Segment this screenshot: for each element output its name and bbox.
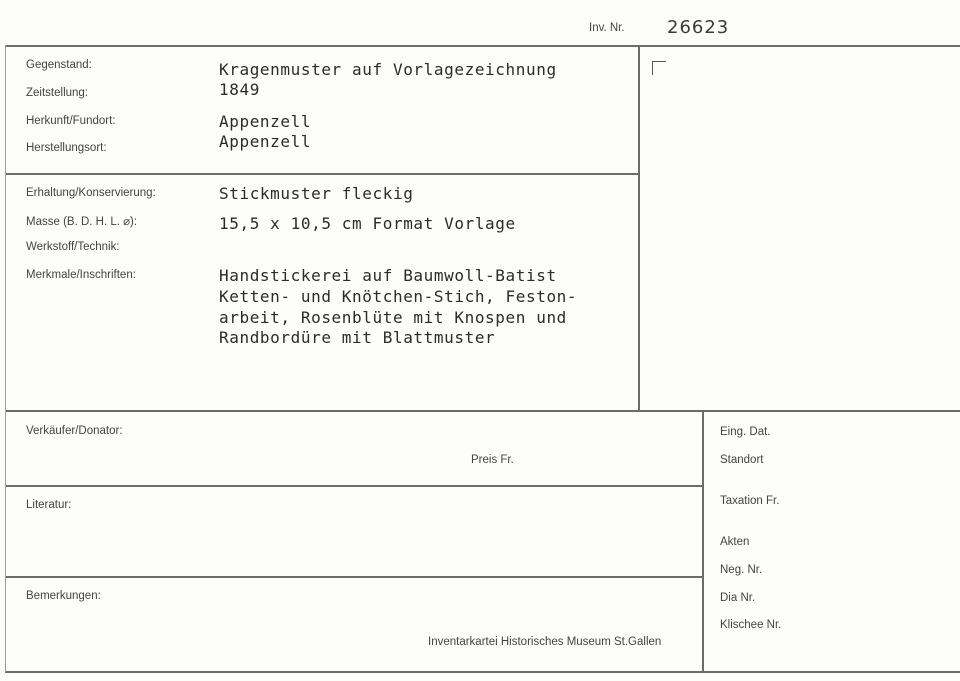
erhaltung-value: Stickmuster fleckig xyxy=(219,184,414,203)
divider-top xyxy=(5,45,960,47)
werkstoff-label: Werkstoff/Technik: xyxy=(26,241,120,253)
merkmale-value-line1: Handstickerei auf Baumwoll-Batist xyxy=(219,266,557,285)
preis-label: Preis Fr. xyxy=(471,454,514,466)
erhaltung-label: Erhaltung/Konservierung: xyxy=(26,187,156,199)
merkmale-value-line3: arbeit, Rosenblüte mit Knospen und xyxy=(219,308,567,327)
divider-vertical-lower xyxy=(702,410,704,672)
corner-mark xyxy=(652,61,666,75)
standort-label: Standort xyxy=(720,454,764,466)
klischee-nr-label: Klischee Nr. xyxy=(720,619,782,631)
divider-bottom xyxy=(5,671,960,673)
merkmale-label: Merkmale/Inschriften: xyxy=(26,269,136,281)
herstellungsort-label: Herstellungsort: xyxy=(26,142,107,154)
dia-nr-label: Dia Nr. xyxy=(720,592,756,604)
masse-value: 15,5 x 10,5 cm Format Vorlage xyxy=(219,214,516,233)
bemerkungen-label: Bemerkungen: xyxy=(26,590,101,602)
divider-middle xyxy=(5,410,960,412)
merkmale-value-line2: Ketten- und Knötchen-Stich, Feston- xyxy=(219,287,578,306)
inv-nr-label: Inv. Nr. xyxy=(589,22,625,34)
zeitstellung-value: 1849 xyxy=(219,80,260,99)
gegenstand-value: Kragenmuster auf Vorlagezeichnung xyxy=(219,60,557,79)
eing-dat-label: Eing. Dat. xyxy=(720,426,771,438)
herkunft-label: Herkunft/Fundort: xyxy=(26,115,116,127)
zeitstellung-label: Zeitstellung: xyxy=(26,87,89,99)
divider-section1 xyxy=(5,173,639,175)
masse-label: Masse (B. D. H. L. ⌀): xyxy=(26,216,138,228)
merkmale-value-line4: Randbordüre mit Blattmuster xyxy=(219,328,496,347)
herstellungsort-value: Appenzell xyxy=(219,132,312,151)
literatur-label: Literatur: xyxy=(26,499,72,511)
divider-literatur xyxy=(5,576,703,578)
footer-text: Inventarkartei Historisches Museum St.Gallen xyxy=(428,636,662,648)
akten-label: Akten xyxy=(720,536,750,548)
neg-nr-label: Neg. Nr. xyxy=(720,564,763,576)
herkunft-value: Appenzell xyxy=(219,112,312,131)
divider-verkaeufer xyxy=(5,485,703,487)
verkaeufer-label: Verkäufer/Donator: xyxy=(26,425,123,437)
inv-number: 26623 xyxy=(667,17,730,38)
taxation-label: Taxation Fr. xyxy=(720,495,780,507)
gegenstand-label: Gegenstand: xyxy=(26,59,92,71)
divider-vertical-upper xyxy=(638,45,640,411)
divider-left-edge xyxy=(5,45,6,672)
